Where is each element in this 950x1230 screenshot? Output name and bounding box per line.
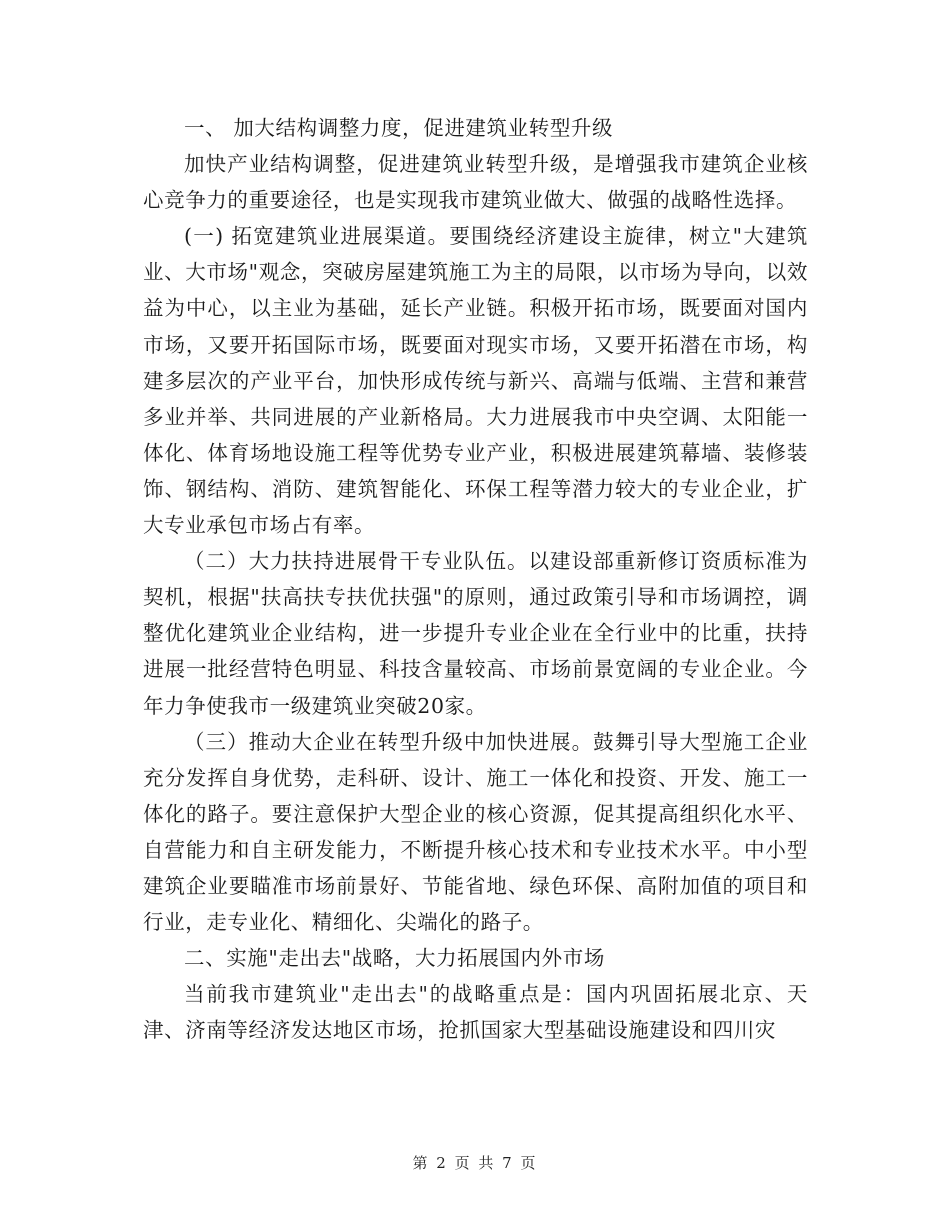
paragraph-item-3: （三）推动大企业在转型升级中加快进展。鼓舞引导大型施工企业充分发挥自身优势，走科研、设计、施工一体化和投资、开发、施工一体化的路子。要注意保护大型企业的核心资源，促其提高组织化水平、自营能力和自主研发能力，不断提升核心技术和专业技术水平。中小型建筑企业要瞄准市场前景好、节能省地、绿色环保、高附加值的项目和行业，走专业化、精细化、尖端化的路子。 xyxy=(143,729,808,935)
section-heading-2: 二、实施"走出去"战略，大力拓展国内外市场 xyxy=(184,946,605,971)
paragraph-intro: 加快产业结构调整，促进建筑业转型升级，是增强我市建筑企业核心竞争力的重要途径，也是实现我市建筑业做大、做强的战略性选择。 xyxy=(143,152,808,213)
page-number: 第 2 页 共 7 页 xyxy=(412,1154,538,1172)
section-heading-1: 一、 加大结构调整力度，促进建筑业转型升级 xyxy=(184,116,614,140)
paragraph-item-1: (一) 拓宽建筑业进展渠道。要围绕经济建设主旋律，树立"大建筑业、大市场"观念，突破房屋建筑施工为主的局限，以市场为导向，以效益为中心，以主业为基础，延长产业链。积极开拓市场，既要面对国内市场，又要开拓国际市场，既要面对现实市场，又要开拓潜在市场，构建多层次的产业平台，加快形成传统与新兴、高端与低端、主营和兼营多业并举、共同进展的产业新格局。大力进展我市中央空调、太阳能一体化、体育场地设施工程等优势专业产业，积极进展建筑幕墙、装修装饰、钢结构、消防、建筑智能化、环保工程等潜力较大的专业企业，扩大专业承包市场占有率。 xyxy=(143,224,808,538)
paragraph-section-2: 当前我市建筑业"走出去"的战略重点是：国内巩固拓展北京、天津、济南等经济发达地区市场，抢抓国家大型基础设施建设和四川灾 xyxy=(143,982,808,1043)
paragraph-item-2: （二）大力扶持进展骨干专业队伍。以建设部重新修订资质标准为契机，根据"扶高扶专扶优扶强"的原则，通过政策引导和市场调控，调整优化建筑业企业结构，进一步提升专业企业在全行业中的比重，扶持进展一批经营特色明显、科技含量较高、市场前景宽阔的专业企业。今年力争使我市一级建筑业突破20家。 xyxy=(143,549,808,718)
document-body xyxy=(143,110,808,1048)
